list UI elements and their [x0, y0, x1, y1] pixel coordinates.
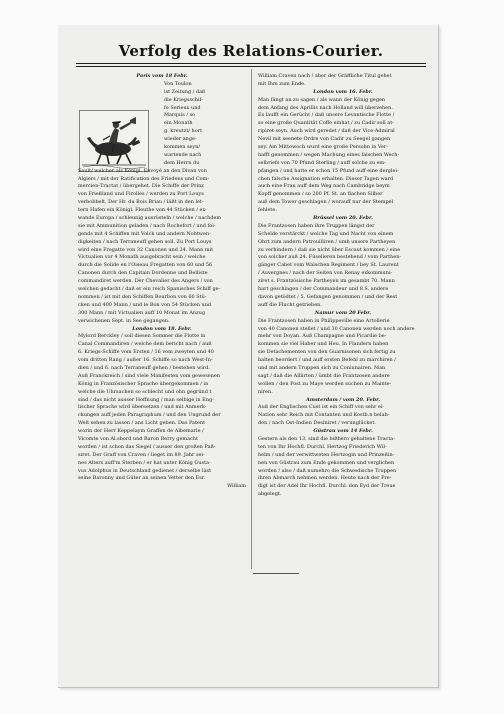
dateline: Paris vom 18 Febr.: [136, 73, 188, 79]
text-line: durch die Solide en l'Oiseau Fregatten von 60 und 56: [78, 262, 213, 269]
text-line: dem Herrn du: [164, 159, 200, 166]
text-line: Vicomte von Al.sbord und Baron Berry gemacht: [78, 435, 198, 442]
text-line: Auß Franckreich / sind viele Manifesten vom gewesenen: [78, 372, 220, 379]
text-line: fehlete.: [258, 207, 277, 214]
text-line: auch eine Frau auff dem Weg nach Cambridge beym: [258, 183, 390, 190]
text-line: halten beordert / und auff ersten Befehl zu marchiren /: [258, 357, 396, 364]
text-line: commandiret werden. Der Chevalier des Angers / von: [78, 278, 213, 285]
dateline: Brüssel vom 20. Febr.: [313, 215, 373, 222]
text-line: wande Europa / schleunig ausrüsteln / welche / nachdem: [78, 215, 222, 222]
text-line: dem Anfang des Aprillis nach Holland will überzehen.: [258, 104, 393, 111]
text-line: gends mit 4 Schiffen mit Volck und andern Nohtwen-: [78, 230, 211, 237]
text-line: Canal Commandiren / welche dem bericht nach / auß: [78, 341, 212, 348]
text-line: verwichenen Sept. in See gegangen.: [78, 317, 170, 324]
text-line: sie mit Ammunition geladen / nach Rochefort / und fol-: [78, 222, 216, 229]
left-column-text: [78, 73, 246, 491]
text-line: helm / und der verwittweten Hertzogin und Prinzeßin-: [258, 451, 395, 458]
text-line: Die Frantzosen haben ihre Truppen längst der: [258, 222, 375, 229]
text-line: abgelegt.: [258, 491, 282, 498]
text-line: sagt / daß die Alliirten / ümbt die Frantzosen andere: [258, 372, 390, 379]
text-line: dien / und 6. nach Terraneuff gehen / bestehen wird.: [78, 364, 210, 371]
text-line: fe Serieux und: [164, 104, 201, 111]
text-line: welchen gedacht / daß er ein reich Spanisches Schiff ge-: [78, 286, 221, 293]
text-line: die Kriegsschif-: [164, 96, 203, 103]
text-line: sey. Am Mittewoch wurd eine große Persohn in Ver-: [258, 144, 388, 151]
text-line: chen falsche Assignation erhalten. Dieser Tagen ward: [258, 175, 394, 182]
text-line: welche die Uhrsachen so schlecht und ohn gegründ t: [78, 388, 212, 395]
text-line: worden / ist schon das Siegel / ausser den großen Paß-: [78, 443, 216, 450]
text-line: ihren Abmarch nehmen werden. Heute nach der Pre-: [258, 475, 392, 482]
text-line: sind / das nicht ausser Hoffnung / man selbige in Eng-: [78, 396, 214, 403]
text-line: kommen sie viel Haber und Heu. In Flandern haben: [258, 341, 389, 348]
text-line: mercien-Tractat / übergehet. Die Schiffe der Prinz: [78, 183, 204, 190]
column-divider: [251, 69, 252, 569]
text-line: Von Toulon: [164, 80, 192, 87]
text-line: digt ist der Adel Ihr Hochfl. Durchl. den Eyd der Treue: [258, 483, 396, 490]
text-line: ist Zeitung / daß: [164, 88, 206, 95]
text-line: Sault/ welcher als Königl. Envoyé an den Divan von: [78, 167, 207, 174]
text-line: hafft genommen / wegen Machung eines falschen Wech-: [258, 151, 400, 158]
dateline: Amsterdam / vom 20. Febr.: [305, 396, 381, 403]
text-line: ein Monath: [164, 120, 193, 127]
text-line: hart geschlagen / der Commandeur und 8 S. andere: [258, 286, 389, 293]
text-line: Auß der Englischen Cust ist ein Schiff von sehr ei-: [258, 404, 385, 411]
text-line: Victualien vor 4 Monath ausgebracht sein / welche: [78, 254, 206, 261]
text-line: verbobbelt. Der Hr. du Bois Briau / läßt in den let-: [78, 199, 204, 206]
text-line: ripiret seyn. Auch wird geredet / daß der Vice-Admiral: [258, 128, 395, 135]
text-line: von 40 Canonen stellet / und 30 Canonen werden noch andere: [258, 325, 415, 332]
text-line: wird eine Fregatte von 32 Canonen und 24. Mann mit: [78, 246, 214, 253]
text-line: den / nach Ost-Indien Desiniret / verunglücket.: [258, 420, 376, 427]
text-line: von solcher auß 24. Füselieren bestehend / vom Parthen-: [258, 254, 402, 261]
text-line: Schelde verstärckt / welche Tag und Nacht von einem: [258, 230, 394, 237]
text-line: wollen / den Post zu Maye werden suchen zu Mainte-: [258, 380, 392, 387]
text-line: seine Baronny und Güter an seinen Vetter den Esr.: [78, 475, 206, 482]
text-line: wieder ange-: [164, 136, 197, 143]
text-line: Ohrt zum andern Patrouilliren / umb unsere Partheyen: [258, 238, 396, 245]
text-line: Marquis / so: [164, 112, 196, 119]
text-line: nes Alters auff'm Sterben / er hat unter König Gusta-: [78, 459, 211, 466]
text-line: cken und 400 Mann / und le Bon von 54 Stücken und: [78, 301, 212, 308]
text-line: König in Französischer Sprache übergekommen / in: [78, 380, 209, 387]
text-line: / Auvergnes / nach der Seiten von Renay exkommuni-: [258, 270, 393, 277]
text-line: zu verhindern / daß sie nicht über Escaut kommen / eine: [258, 246, 401, 253]
text-line: ten von Ihr Hochfl. Durchl. Hertzog Friederich Wil-: [258, 443, 387, 450]
text-line: Kopff genommen / so 200 Pf. St. an flachen Silber: [258, 191, 383, 198]
newspaper-page: [58, 25, 439, 688]
text-line: tern Hafen ein Königl. Fleuthe von 44 Stücken / ex-: [78, 207, 207, 214]
text-line: 300 Mann / mit Victualien auff 10 Monat im Anzug: [78, 309, 206, 316]
text-line: von Frießland und Firolles / werden zu Port Louys: [78, 191, 204, 198]
text-line: Man fängt an zu sagen / als wann der König gegen: [258, 96, 386, 103]
text-line: worden / also / daß numehro die Schwedische Truppen: [258, 467, 397, 474]
text-line: Algiers / mit der Ratification des Friedens und Com-: [78, 175, 209, 182]
text-line: mehr von Doyan. Auß Champagne und Picardie be-: [258, 333, 387, 340]
text-line: Gestern als den 13. sind die bißhero gehaltene Tracta-: [258, 435, 395, 442]
text-line: Welt sehen zu lassen / ans Licht geben. Das Patent: [78, 420, 206, 427]
title-rule-thin: [76, 66, 426, 67]
text-line: Mylord Berckley / soll diesen Sommer die Flotte in: [78, 333, 206, 340]
closing-rule: [253, 573, 299, 574]
newspaper-title: Verfolg des Relations-Courier.: [118, 42, 384, 60]
text-line: kommen seyn/: [164, 144, 201, 151]
right-column-text: [258, 73, 428, 499]
text-line: selbriefs von 70 Pfund Sterling / auff solche zu em-: [258, 159, 386, 166]
text-line: ckungen auff jeden Paragraphum / und den Ungrund der: [78, 412, 221, 419]
text-line: worin der Herr Keppelaym Graffen de Albemarle /: [78, 428, 204, 435]
text-line: davon getödtet / 5. Gefangen genommen / und der Rest: [258, 293, 398, 300]
text-line: 6. Kriegs-Schiffe vom Ersten / 16 vom zweyten und 40: [78, 349, 214, 356]
text-line: nen von Güstrau zum Ende gekommen und verglichen: [258, 459, 395, 466]
text-line: Canonen durch den Capitain Dordenne und Belliste: [78, 270, 208, 277]
text-line: Nevil mit seenete Ordre von Cadir zu Seegel gangen: [258, 136, 391, 143]
dateline: London vom 18. Febr.: [132, 325, 192, 332]
text-line: niren.: [258, 388, 273, 395]
text-line: auff die Flucht getrieben.: [258, 301, 322, 308]
text-line: vus Adolphus in Deutschland gedienet / derselbe läst: [78, 467, 212, 474]
text-line: sie Detachementen von den Guarnisonen sich fertig zu: [258, 349, 396, 356]
text-line: so eine große Quantität Coffe einhat / zu Cadir soll at-: [258, 120, 394, 127]
text-line: wartende nach: [164, 151, 202, 158]
dateline: Güstrau vom 14 Febr.: [313, 428, 373, 435]
text-line: auß dem Tower geschlagen / worauff nur der Stempel: [258, 199, 394, 206]
text-line: siret. Der Graff von Craven / lieget im 89. Jahr sei-: [78, 451, 205, 458]
text-line: digkeiten / nach Terraneuff gehen soll. Zu Port Louys: [78, 238, 212, 245]
dateline: Namur vom 20 Febr.: [314, 309, 372, 316]
text-line: vom dritten Rang / außer 16. Schiffe so nach West-In-: [78, 357, 213, 364]
text-line: lischer Sprache wird übersetzen / und mit Anmerk-: [78, 404, 207, 411]
text-line: ziret s. Frantzösische Partheyen im gesambt 70. Mann: [258, 278, 395, 285]
text-line: Nation sehr Reich mit Contanten und Kostb.n belah-: [258, 412, 390, 419]
text-line: William Craven nach / aber der Gräffliche Titul gehet: [258, 73, 392, 79]
text-line: Es laufft ein Gerücht / daß unsere Levantische Flotte /: [258, 112, 395, 119]
dateline: London vom 16. Febr.: [313, 88, 373, 95]
text-line: mit Ihm zum Ende.: [258, 80, 306, 87]
text-line: Die Frantzosen haben in Philippeville eine Artollerie: [258, 317, 390, 324]
text-line: gänger Cabet vom Walschen Regiment / bey St. Laurent: [258, 262, 399, 269]
text-line: g. kreutzt/ hort: [164, 128, 203, 135]
text-line: pfangen / und hatte er schon 15 Pfund auff eine derglei-: [258, 167, 399, 174]
text-line: nommen / ist mit den Schiffen Bourbon von 60 Stü-: [78, 293, 207, 300]
catchword: William: [227, 483, 246, 490]
text-line: und mit andern Truppen sich zu Coniunairen. Man: [258, 364, 386, 371]
title-rule-thick: [76, 63, 426, 64]
